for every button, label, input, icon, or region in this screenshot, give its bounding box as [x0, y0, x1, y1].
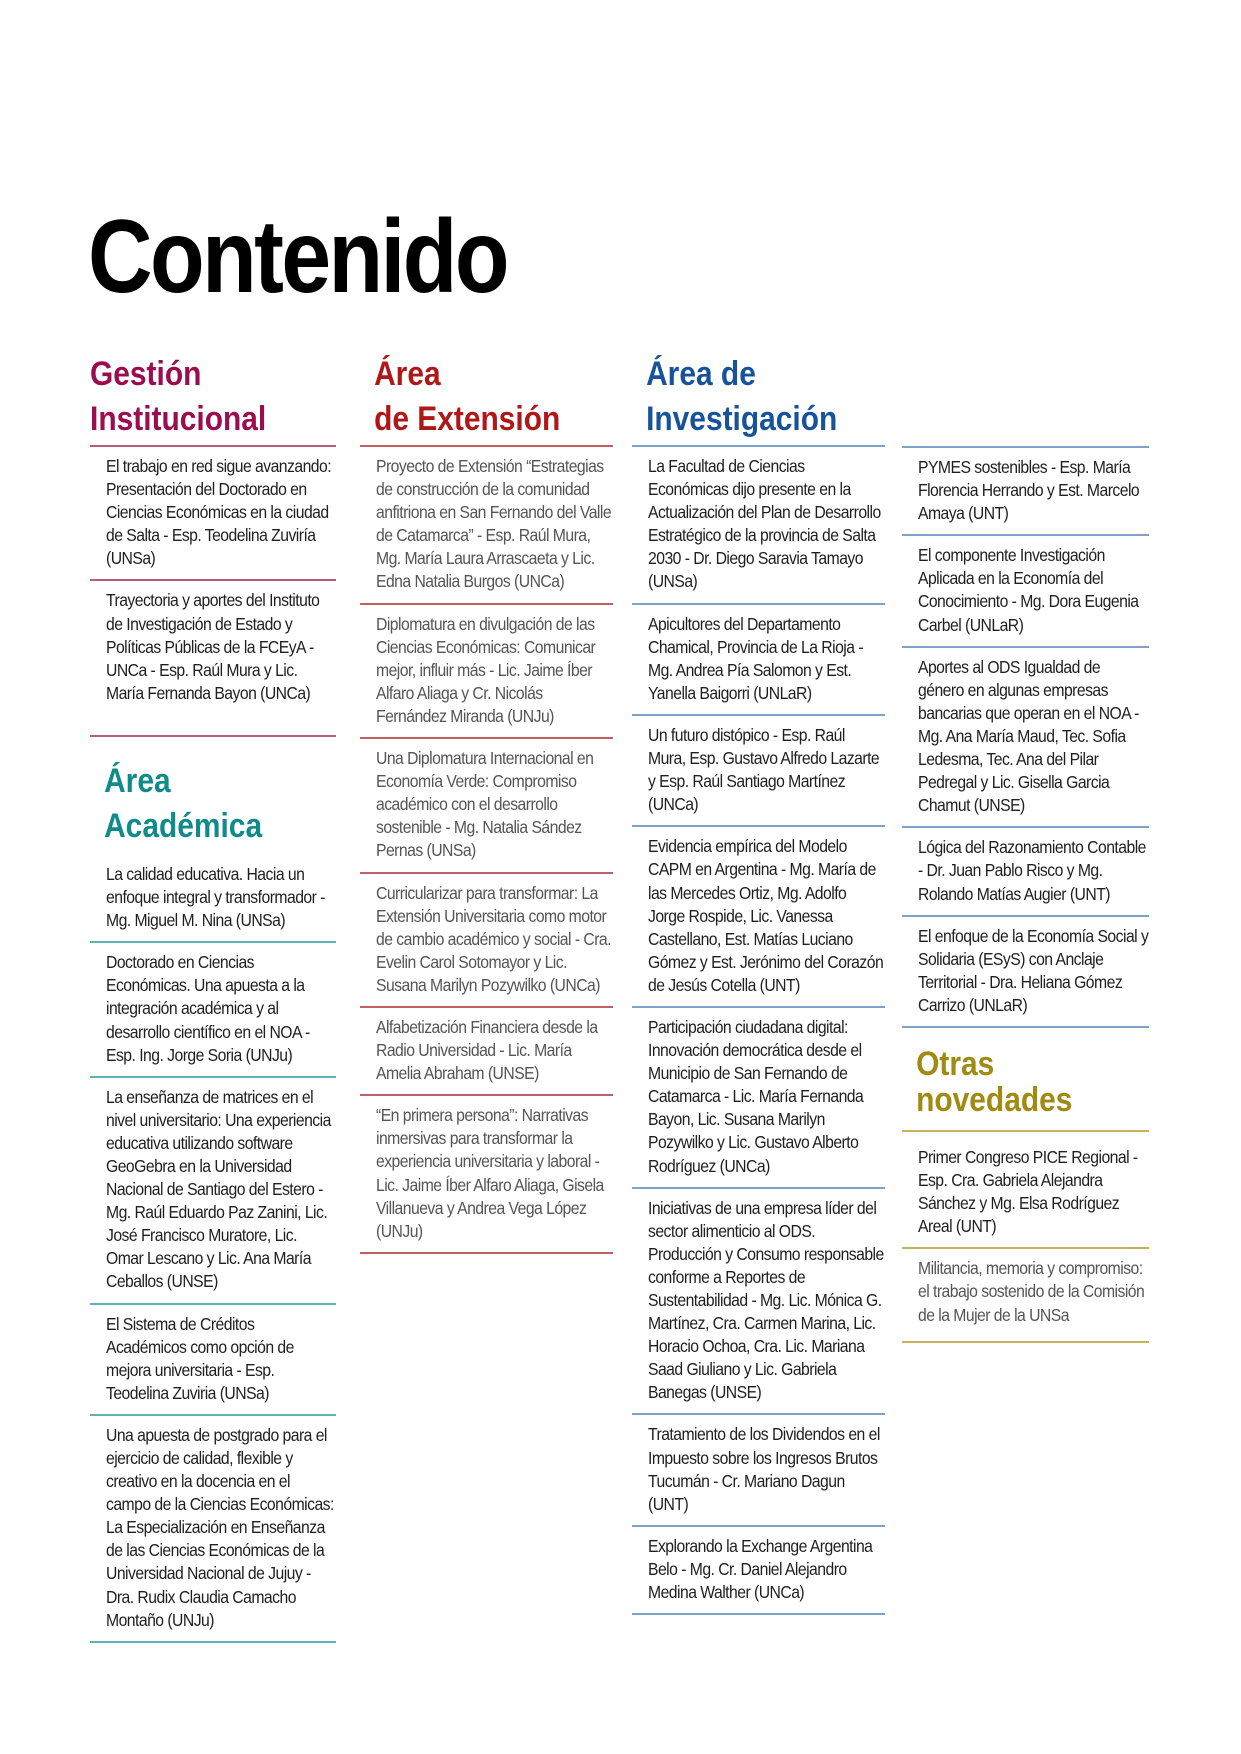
section-gestion-institucional [90, 352, 336, 737]
toc-entry[interactable] [902, 1132, 1149, 1247]
toc-entry[interactable] [632, 1527, 885, 1613]
toc-entry[interactable] [360, 1096, 613, 1252]
toc-entry[interactable] [90, 1305, 336, 1414]
section-title-line: Área [104, 761, 171, 800]
toc-entry-text: La calidad educativa. Hacia un enfoque integral y transformador - Mg. Miguel M. Nina (UNSa) [106, 863, 325, 931]
divider [632, 1613, 885, 1615]
toc-entry[interactable] [632, 716, 885, 825]
section-area-investigacion [632, 352, 885, 1615]
divider [902, 1341, 1149, 1343]
toc-entry[interactable] [90, 581, 336, 734]
section-area-investigacion-continued [902, 446, 1149, 1028]
divider [360, 1252, 613, 1254]
section-title-line: Académica [104, 806, 263, 845]
section-title-line: Otras [916, 1044, 995, 1083]
toc-entry[interactable] [632, 1189, 885, 1414]
section-title [90, 352, 306, 442]
section-title-line: Institucional [90, 400, 267, 438]
toc-entry-text: Primer Congreso PICE Regional - Esp. Cra. Gabriela Alejandra Sánchez y Mg. Elsa Rodríguez Areal (UNT) [918, 1146, 1138, 1237]
toc-entry-text: El Sistema de Créditos Académicos como opción de mejora universitaria - Esp. Teodelina Zuviria (UNSa) [106, 1313, 294, 1403]
section-title [632, 352, 855, 442]
section-title [360, 352, 583, 442]
divider [90, 1641, 336, 1643]
page-title: Contenido [88, 199, 507, 315]
toc-entry[interactable] [902, 1249, 1149, 1340]
toc-entry[interactable] [90, 1416, 336, 1641]
toc-entry[interactable] [632, 827, 885, 1006]
toc-entry-text: Evidencia empírica del Modelo CAPM en Argentina - Mg. María de las Mercedes Ortiz, Mg. Adolfo Jorge Rospide, Lic. Vanessa Castellano, Est. Matías Luciano Gómez y Est. Jerónimo del Corazón de Jesús Cotella (UNT) [648, 836, 884, 995]
toc-entry-text: Una apuesta de postgrado para el ejercicio de calidad, flexible y creativo en la docencia en el campo de la Ciencias Económicas: La Especialización en Enseñanza de las Ciencias Económicas de la Universidad Nacional de Jujuy - Dra. Rudix Claudia Camacho Montaño (UNJu) [106, 1424, 334, 1630]
toc-entry[interactable] [360, 605, 613, 737]
section-title-line: Área de [646, 355, 756, 393]
column-investigacion-otras [902, 446, 1149, 1343]
section-title-line: de Extensión [374, 400, 561, 438]
section-title-line: novedades [916, 1080, 1073, 1119]
divider [902, 1026, 1149, 1028]
toc-entry[interactable] [90, 943, 336, 1075]
column-extension [360, 352, 613, 1254]
toc-entry[interactable] [902, 917, 1149, 1026]
column-investigacion [632, 352, 885, 1615]
toc-entry-text: Diplomatura en divulgación de las Ciencias Económicas: Comunicar mejor, influir más - Lic. Jaime Íber Alfaro Aliaga y Cr. Nicolás Fernández Miranda (UNJu) [376, 613, 596, 726]
toc-entry[interactable] [902, 828, 1149, 914]
toc-entry-text: El enfoque de la Economía Social y Solidaria (ESyS) con Anclaje Territorial - Dra. Heliana Gómez Carrizo (UNLaR) [918, 925, 1149, 1015]
toc-entry[interactable] [90, 1078, 336, 1303]
toc-entry[interactable] [632, 1008, 885, 1187]
toc-entry-text: “En primera persona”: Narrativas inmersivas para transformar la experiencia universitaria y laboral - Lic. Jaime Íber Alfaro Aliaga, Gisela Villanueva y Andrea Vega López (UNJu) [376, 1105, 604, 1241]
section-title-line: Área [374, 355, 441, 393]
section-area-extension [360, 352, 613, 1254]
section-title [90, 759, 306, 849]
toc-entry[interactable] [632, 605, 885, 714]
toc-entry-text: El trabajo en red sigue avanzando: Presentación del Doctorado en Ciencias Económicas en la ciudad de Salta - Esp. Teodelina Zuviría (UNSa) [106, 456, 332, 569]
toc-entry[interactable] [632, 447, 885, 603]
toc-entry[interactable] [90, 849, 336, 941]
toc-entry-text: Explorando la Exchange Argentina Belo - Mg. Cr. Daniel Alejandro Medina Walther (UNCa) [648, 1535, 873, 1603]
toc-entry[interactable] [360, 447, 613, 603]
toc-entry-text: La Facultad de Ciencias Económicas dijo presente en la Actualización del Plan de Desarrollo Estratégico de la provincia de Salta 2030 - Dr. Diego Saravia Tamayo (UNSa) [648, 456, 881, 592]
toc-entry-text: Alfabetización Financiera desde la Radio Universidad - Lic. María Amelia Abraham (UNSE) [376, 1016, 598, 1084]
toc-entry-text: La enseñanza de matrices en el nivel universitario: Una experiencia educativa utilizando software GeoGebra en la Universidad Nacional de Santiago del Estero - Mg. Raúl Eduardo Paz Zanini, Lic. José Francisco Muratore, Lic. Omar Lescano y Lic. Ana María Ceballos (UNSE) [106, 1086, 331, 1292]
toc-entry-text: Lógica del Razonamiento Contable - Dr. Juan Pablo Risco y Mg. Rolando Matías Augier (UNT) [918, 837, 1146, 904]
toc-entry[interactable] [902, 648, 1149, 827]
section-title-line: Investigación [646, 400, 838, 438]
toc-entry-text: El componente Investigación Aplicada en la Economía del Conocimiento - Mg. Dora Eugenia Carbel (UNLaR) [918, 545, 1139, 635]
toc-entry[interactable] [902, 536, 1149, 645]
toc-entry-text: Tratamiento de los Dividendos en el Impuesto sobre los Ingresos Brutos Tucumán - Cr. Mariano Dagun (UNT) [648, 1424, 880, 1514]
toc-entry-text: Proyecto de Extensión “Estrategias de construcción de la comunidad anfitriona en San Fernando del Valle de Catamarca” - Esp. Raúl Mura, Mg. María Laura Arrascaeta y Lic. Edna Natalia Burgos (UNCa) [376, 456, 612, 592]
section-title-line: Gestión [90, 355, 202, 393]
toc-entry-text: Trayectoria y aportes del Instituto de Investigación de Estado y Políticas Públicas de la FCEyA - UNCa - Esp. Raúl Mura y Lic. María Fernanda Bayon (UNCa) [106, 590, 320, 703]
toc-entry-text: Una Diplomatura Internacional en Economía Verde: Compromiso académico con el desarrollo sostenible - Mg. Natalia Sández Pernas (UNSa) [376, 748, 594, 861]
section-area-academica [90, 759, 336, 1643]
toc-entry[interactable] [360, 874, 613, 1006]
toc-entry-text: Un futuro distópico - Esp. Raúl Mura, Esp. Gustavo Alfredo Lazarte y Esp. Raúl Santiago Martínez (UNCa) [648, 724, 880, 815]
toc-entry[interactable] [360, 1008, 613, 1094]
toc-entry-text: Militancia, memoria y compromiso: el trabajo sostenido de la Comisión de la Mujer de la UNSa [918, 1258, 1145, 1325]
toc-entry-text: Participación ciudadana digital: Innovación democrática desde el Municipio de San Fernando de Catamarca - Lic. María Fernanda Bayon, Lic. Susana Marilyn Pozywilko y Lic. Gustavo Alberto Rodríguez (UNCa) [648, 1016, 864, 1176]
toc-entry[interactable] [360, 739, 613, 871]
toc-entry-text: Iniciativas de una empresa líder del sector alimenticio al ODS. Producción y Consumo responsable conforme a Reportes de Sustentabilidad - Mg. Lic. Mónica G. Martínez, Cra. Carmen Marina, Lic. Horacio Ochoa, Cra. Lic. Mariana Saad Giuliano y Lic. Gabriela Banegas (UNSE) [648, 1197, 884, 1403]
toc-entry-text: Curricularizar para transformar: La Extensión Universitaria como motor de cambio académico y social - Cra. Evelin Carol Sotomayor y Lic. Susana Marilyn Pozywilko (UNCa) [376, 882, 611, 995]
toc-entry[interactable] [632, 1415, 885, 1524]
column-gestion-academica [90, 352, 336, 1643]
toc-entry-text: Apicultores del Departamento Chamical, Provincia de La Rioja - Mg. Andrea Pía Salomon y Est. Yanella Baigorri (UNLaR) [648, 613, 864, 703]
section-title [902, 1046, 1119, 1118]
toc-entry-text: Doctorado en Ciencias Económicas. Una apuesta a la integración académica y al desarrollo científico en el NOA - Esp. Ing. Jorge Soria (UNJu) [106, 952, 310, 1065]
toc-entry[interactable] [902, 448, 1149, 534]
toc-entry-text: Aportes al ODS Igualdad de género en algunas empresas bancarias que operan en el NOA - Mg. Ana María Maud, Tec. Sofia Ledesma, Tec. Ana del Pilar Pedregal y Lic. Gisella Garcia Chamut (UNSE) [918, 656, 1139, 816]
toc-entry[interactable] [90, 447, 336, 579]
divider [90, 735, 336, 737]
toc-entry-text: PYMES sostenibles - Esp. María Florencia Herrando y Est. Marcelo Amaya (UNT) [918, 457, 1140, 524]
section-otras-novedades [902, 1046, 1149, 1343]
